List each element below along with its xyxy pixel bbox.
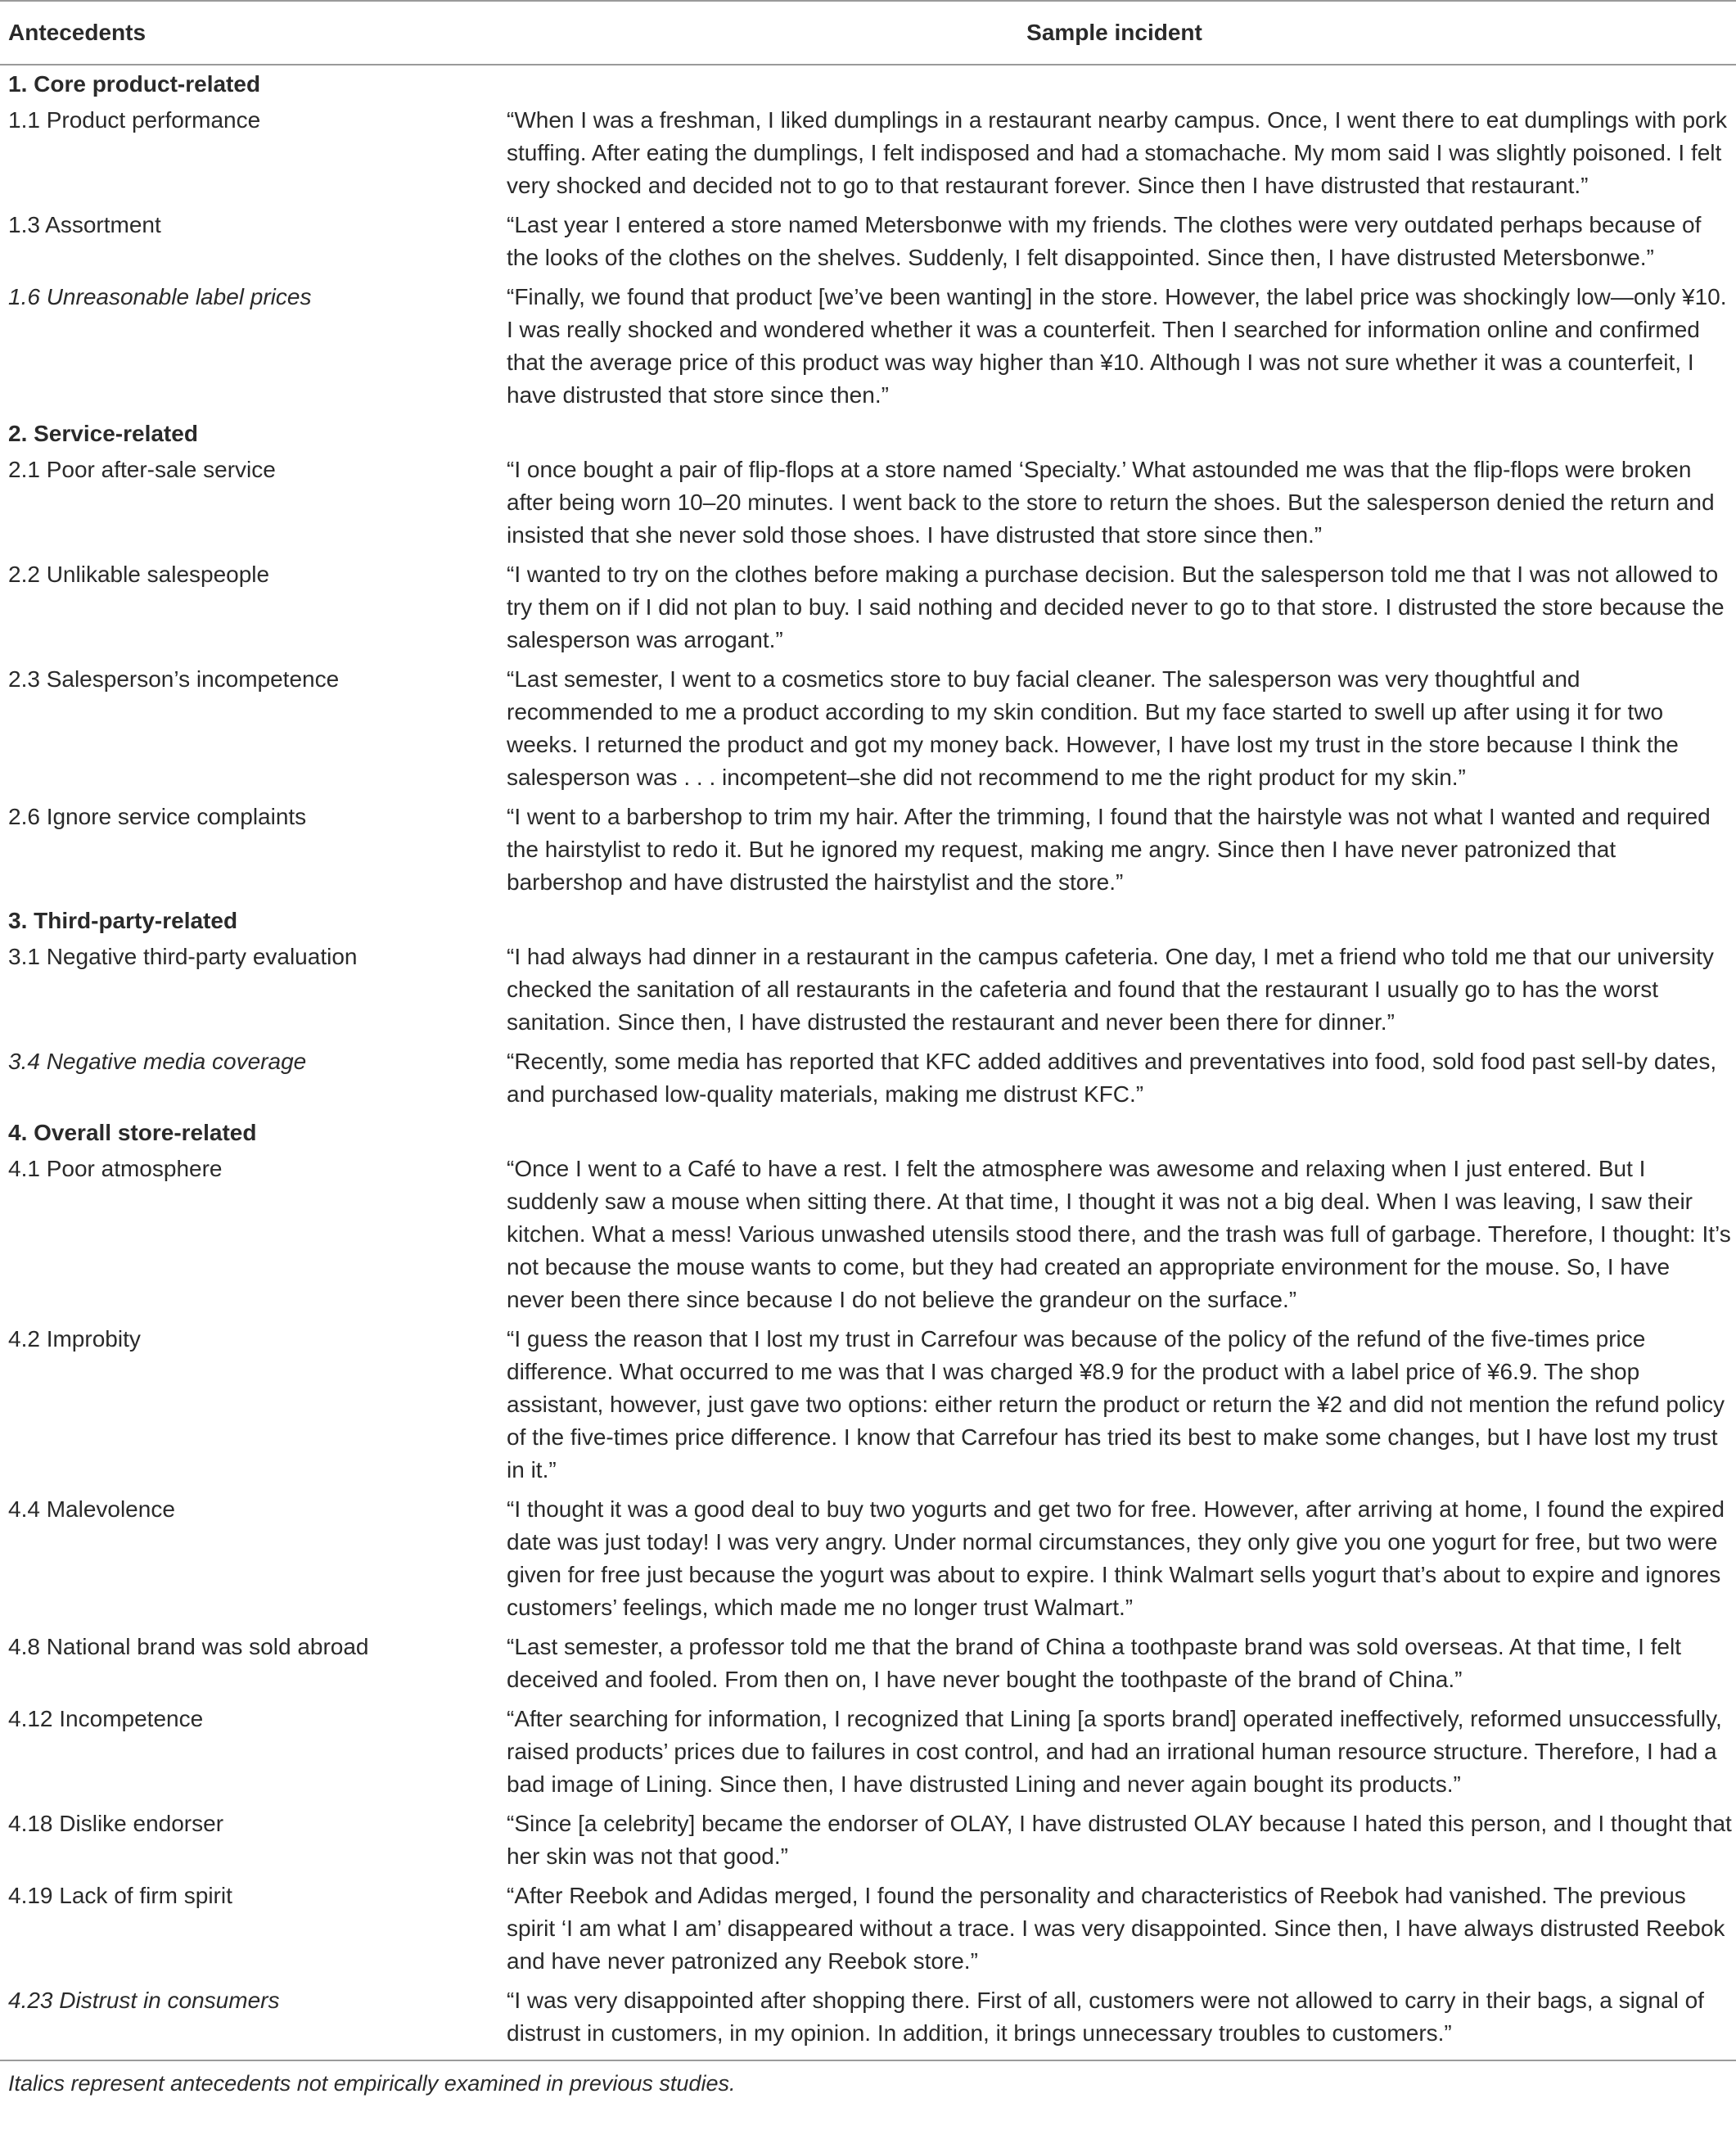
antecedent-cell: 4.1 Poor atmosphere	[8, 1156, 223, 1181]
table-row	[0, 1876, 1736, 1981]
incident-cell: “I went to a barbershop to trim my hair. After the trimming, I found that the hairstyle was not what I wanted and required the hairstylist to redo it. But he ignored my request, making me angry. Since then I have never patronized that barbershop and have distrusted the hairstylist and the store.”	[507, 804, 1711, 895]
section-row	[0, 902, 1736, 937]
incident-cell: “When I was a freshman, I liked dumplings in a restaurant nearby campus. Once, I went there to eat dumplings with pork stuffing. After eating the dumplings, I felt indisposed and had a stomachache. My mom said I was slightly poisoned. I felt very shocked and decided not to go to that restaurant forever. Since then I have distrusted that restaurant.”	[507, 107, 1727, 198]
table-row	[0, 1699, 1736, 1804]
table-body	[0, 65, 1736, 2060]
antecedent-cell: 1.1 Product performance	[8, 107, 261, 133]
incident-cell: “I wanted to try on the clothes before making a purchase decision. But the salesperson told me that I was not allowed to try them on if I did not plan to buy. I said nothing and decided never to go to that store. I distrusted the store because the salesperson was arrogant.”	[507, 562, 1725, 652]
incident-cell: “Last year I entered a store named Metersbonwe with my friends. The clothes were very outdated perhaps because of the looks of the clothes on the shelves. Suddenly, I felt disappointed. Since then, I have distrusted Metersbonwe.”	[507, 212, 1702, 270]
header-sample-incident: Sample incident	[501, 1, 1736, 65]
table-row	[0, 205, 1736, 278]
antecedent-cell: 2.3 Salesperson’s incompetence	[8, 666, 340, 692]
table-row	[0, 937, 1736, 1042]
table-row	[0, 1627, 1736, 1699]
incident-cell: “I once bought a pair of flip-flops at a store named ‘Specialty.’ What astounded me was that the flip-flops were broken after being worn 10–20 minutes. I went back to the store to return the shoes. But the salesperson denied the return and insisted that she never sold those shoes. I have distrusted that store since then.”	[507, 457, 1715, 548]
table-row	[0, 1490, 1736, 1627]
antecedent-cell: 1.6 Unreasonable label prices	[8, 284, 312, 309]
section-row	[0, 415, 1736, 450]
section-row	[0, 1114, 1736, 1149]
antecedent-cell: 2.6 Ignore service complaints	[8, 804, 307, 829]
section-empty-cell	[501, 415, 1736, 450]
incident-cell: “Finally, we found that product [we’ve been wanting] in the store. However, the label price was shockingly low—only ¥10. I was really shocked and wondered whether it was a counterfeit. Then I searched for information online and confirmed that the average price of this product was way higher than ¥10. Although I was not sure whether it was a counterfeit, I have distrusted that store since then.”	[507, 284, 1727, 408]
table-row	[0, 555, 1736, 660]
incident-cell: “I guess the reason that I lost my trust in Carrefour was because of the policy of the refund of the five-times price difference. What occurred to me was that I was charged ¥8.9 for the product with a label price of ¥6.9. The shop assistant, however, just gave two options: either return the product or return the ¥2 and did not mention the refund policy of the five-times price difference. I know that Carrefour has tried its best to make some changes, but I have lost my trust in it.”	[507, 1326, 1725, 1482]
incident-cell: “Last semester, I went to a cosmetics store to buy facial cleaner. The salesperson was very thoughtful and recommended to me a product according to my skin condition. But my face started to swell up after using it for two weeks. I returned the product and got my money back. However, I have lost my trust in the store because I think the salesperson was . . . incompetent–she did not recommend to me the right product for my skin.”	[507, 666, 1679, 790]
table-row	[0, 1042, 1736, 1114]
antecedent-cell: 4.8 National brand was sold abroad	[8, 1634, 369, 1659]
section-empty-cell	[501, 902, 1736, 937]
antecedent-cell: 4.18 Dislike endorser	[8, 1811, 224, 1836]
section-title: 3. Third-party-related	[8, 908, 238, 933]
incident-cell: “Last semester, a professor told me that the brand of China a toothpaste brand was sold overseas. At that time, I felt deceived and fooled. From then on, I have never bought the toothpaste of the brand of China.”	[507, 1634, 1681, 1692]
header-antecedents: Antecedents	[0, 1, 501, 65]
antecedent-cell: 4.4 Malevolence	[8, 1496, 175, 1522]
table-row	[0, 797, 1736, 902]
section-title: 4. Overall store-related	[8, 1120, 257, 1145]
incident-cell: “Once I went to a Café to have a rest. I felt the atmosphere was awesome and relaxing when I just entered. But I suddenly saw a mouse when sitting there. At that time, I thought it was not a big deal. When I was leaving, I saw their kitchen. What a mess! Various unwashed utensils stood there, and the trash was full of garbage. Therefore, I thought: It’s not because the mouse wants to come, but they had created an appropriate environment for the mouse. So, I have never been there since because I do not believe the grandeur on the surface.”	[507, 1156, 1731, 1312]
antecedent-cell: 1.3 Assortment	[8, 212, 161, 237]
antecedent-cell: 3.1 Negative third-party evaluation	[8, 944, 358, 969]
table-header	[0, 1, 1736, 65]
table-row	[0, 450, 1736, 555]
incident-cell: “I thought it was a good deal to buy two yogurts and get two for free. However, after arriving at home, I found the expired date was just today! I was very angry. Under normal circumstances, they only give you one yogurt for free, but two were given for free just because the yogurt was about to expire. I think Walmart sells yogurt that’s about to expire and ignores customers’ feelings, which made me no longer trust Walmart.”	[507, 1496, 1725, 1620]
incident-cell: “Recently, some media has reported that KFC added additives and preventatives into food, sold food past sell-by dates, and purchased low-quality materials, making me distrust KFC.”	[507, 1049, 1717, 1107]
incident-cell: “After searching for information, I recognized that Lining [a sports brand] operated ineffectively, reformed unsuccessfully, raised products’ prices due to failures in cost control, and had an irrational human resource structure. Therefore, I had a bad image of Lining. Since then, I have distrusted Lining and never again bought its products.”	[507, 1706, 1722, 1797]
antecedent-cell: 2.1 Poor after-sale service	[8, 457, 276, 482]
section-empty-cell	[501, 65, 1736, 101]
antecedent-cell: 4.19 Lack of firm spirit	[8, 1883, 232, 1908]
table-row	[0, 1804, 1736, 1876]
table-row	[0, 660, 1736, 797]
antecedent-cell: 4.2 Improbity	[8, 1326, 141, 1352]
table-row	[0, 101, 1736, 205]
antecedent-cell: 4.12 Incompetence	[8, 1706, 204, 1731]
section-title: 2. Service-related	[8, 421, 198, 446]
antecedent-cell: 3.4 Negative media coverage	[8, 1049, 307, 1074]
incident-cell: “I had always had dinner in a restaurant in the campus cafeteria. One day, I met a friend who told me that our university checked the sanitation of all restaurants in the cafeteria and found that the restaurant I usually go to has the worst sanitation. Since then, I have distrusted the restaurant and never been there for dinner.”	[507, 944, 1714, 1035]
section-empty-cell	[501, 1114, 1736, 1149]
incident-cell: “I was very disappointed after shopping there. First of all, customers were not allowed to carry in their bags, a signal of distrust in customers, in my opinion. In addition, it brings unnecessary troubles to customers.”	[501, 1981, 1736, 2060]
incident-cell: “Since [a celebrity] became the endorser of OLAY, I have distrusted OLAY because I hated this person, and I thought that her skin was not that good.”	[507, 1811, 1732, 1869]
incident-cell: “After Reebok and Adidas merged, I found the personality and characteristics of Reebok had vanished. The previous spirit ‘I am what I am’ disappeared without a trace. I was very disappointed. Since then, I have always distrusted Reebok and have never patronized any Reebok store.”	[507, 1883, 1725, 1974]
table-footnote: Italics represent antecedents not empirically examined in previous studies.	[8, 2071, 736, 2096]
table-row	[0, 278, 1736, 415]
table-row	[0, 1320, 1736, 1490]
section-title: 1. Core product-related	[8, 71, 261, 97]
table-row	[0, 1149, 1736, 1320]
section-row	[0, 65, 1736, 101]
antecedent-cell: 2.2 Unlikable salespeople	[8, 562, 270, 587]
antecedent-cell: 4.23 Distrust in consumers	[0, 1981, 501, 2060]
table-row	[0, 1981, 1736, 2060]
